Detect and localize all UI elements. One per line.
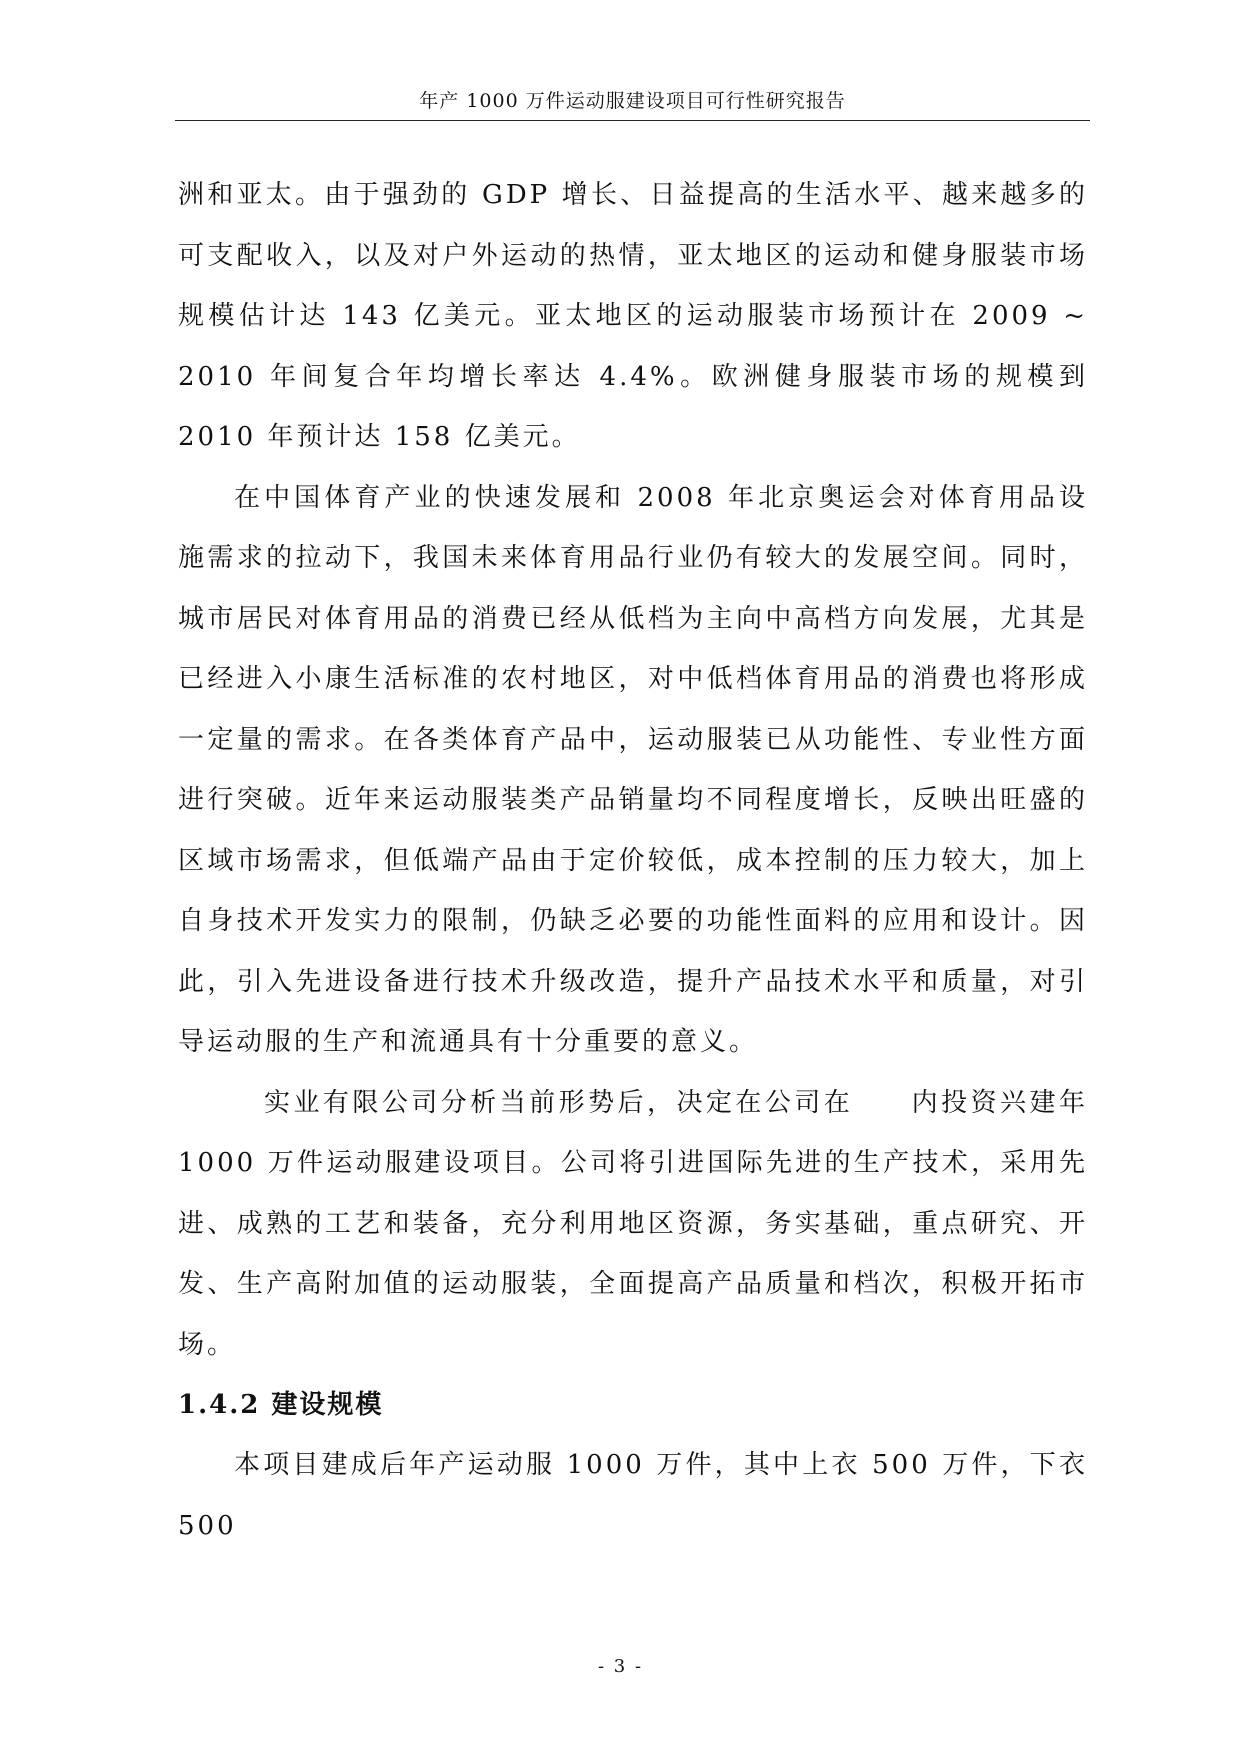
- paragraph-domestic-demand: 在中国体育产业的快速发展和 2008 年北京奥运会对体育用品设施需求的拉动下，我国未来体育用品行业仍有较大的发展空间。同时，城市居民对体育用品的消费已经从低档为主向中高档方向发展，尤其是已经进入小康生活标准的农村地区，对中低档体育用品的消费也将形成一定量的需求。在各类体育产品中，运动服装已从功能性、专业性方面进行突破。近年来运动服装类产品销量均不同程度增长，反映出旺盛的区域市场需求，但低端产品由于定价较低，成本控制的压力较大，加上自身技术开发实力的限制，仍缺乏必要的功能性面料的应用和设计。因此，引入先进设备进行技术升级改造，提升产品技术水平和质量，对引导运动服的生产和流通具有十分重要的意义。: [178, 482, 1088, 1057]
- section-heading-construction-scale: 1.4.2 建设规模: [178, 1390, 384, 1420]
- report-title: 年产 1000 万件运动服建设项目可行性研究报告: [419, 90, 846, 112]
- company-decision-text-2: 内投资兴建年 1000 万件运动服建设项目。公司将引进国际先进的生产技术，采用先进、成熟的工艺和装备，充分利用地区资源，务实基础，重点研究、开发、生产高附加值的运动服装，全面提高产品质量和档次，积极开拓市场。: [178, 1087, 1088, 1360]
- page-number: - 3 -: [597, 1656, 644, 1677]
- running-header: [175, 88, 1090, 121]
- company-decision-text-1: 实业有限公司分析当前形势后，决定在公司在: [264, 1087, 854, 1118]
- paragraph-construction-scale: 本项目建成后年产运动服 1000 万件，其中上衣 500 万件，下衣 500: [178, 1450, 1088, 1541]
- paragraph-company-decision: [178, 1073, 1088, 1376]
- page-body: [178, 165, 1088, 1556]
- paragraph-market-overview: 洲和亚太。由于强劲的 GDP 增长、日益提高的生活水平、越来越多的可支配收入，以及对户外运动的热情，亚太地区的运动和健身服装市场规模估计达 143 亿美元。亚太地区的运动服装市场预计在 2009 ~ 2010 年间复合年均增长率达 4.4%。欧洲健身服装市场的规模到 2010 年预计达 158 亿美元。: [178, 180, 1088, 452]
